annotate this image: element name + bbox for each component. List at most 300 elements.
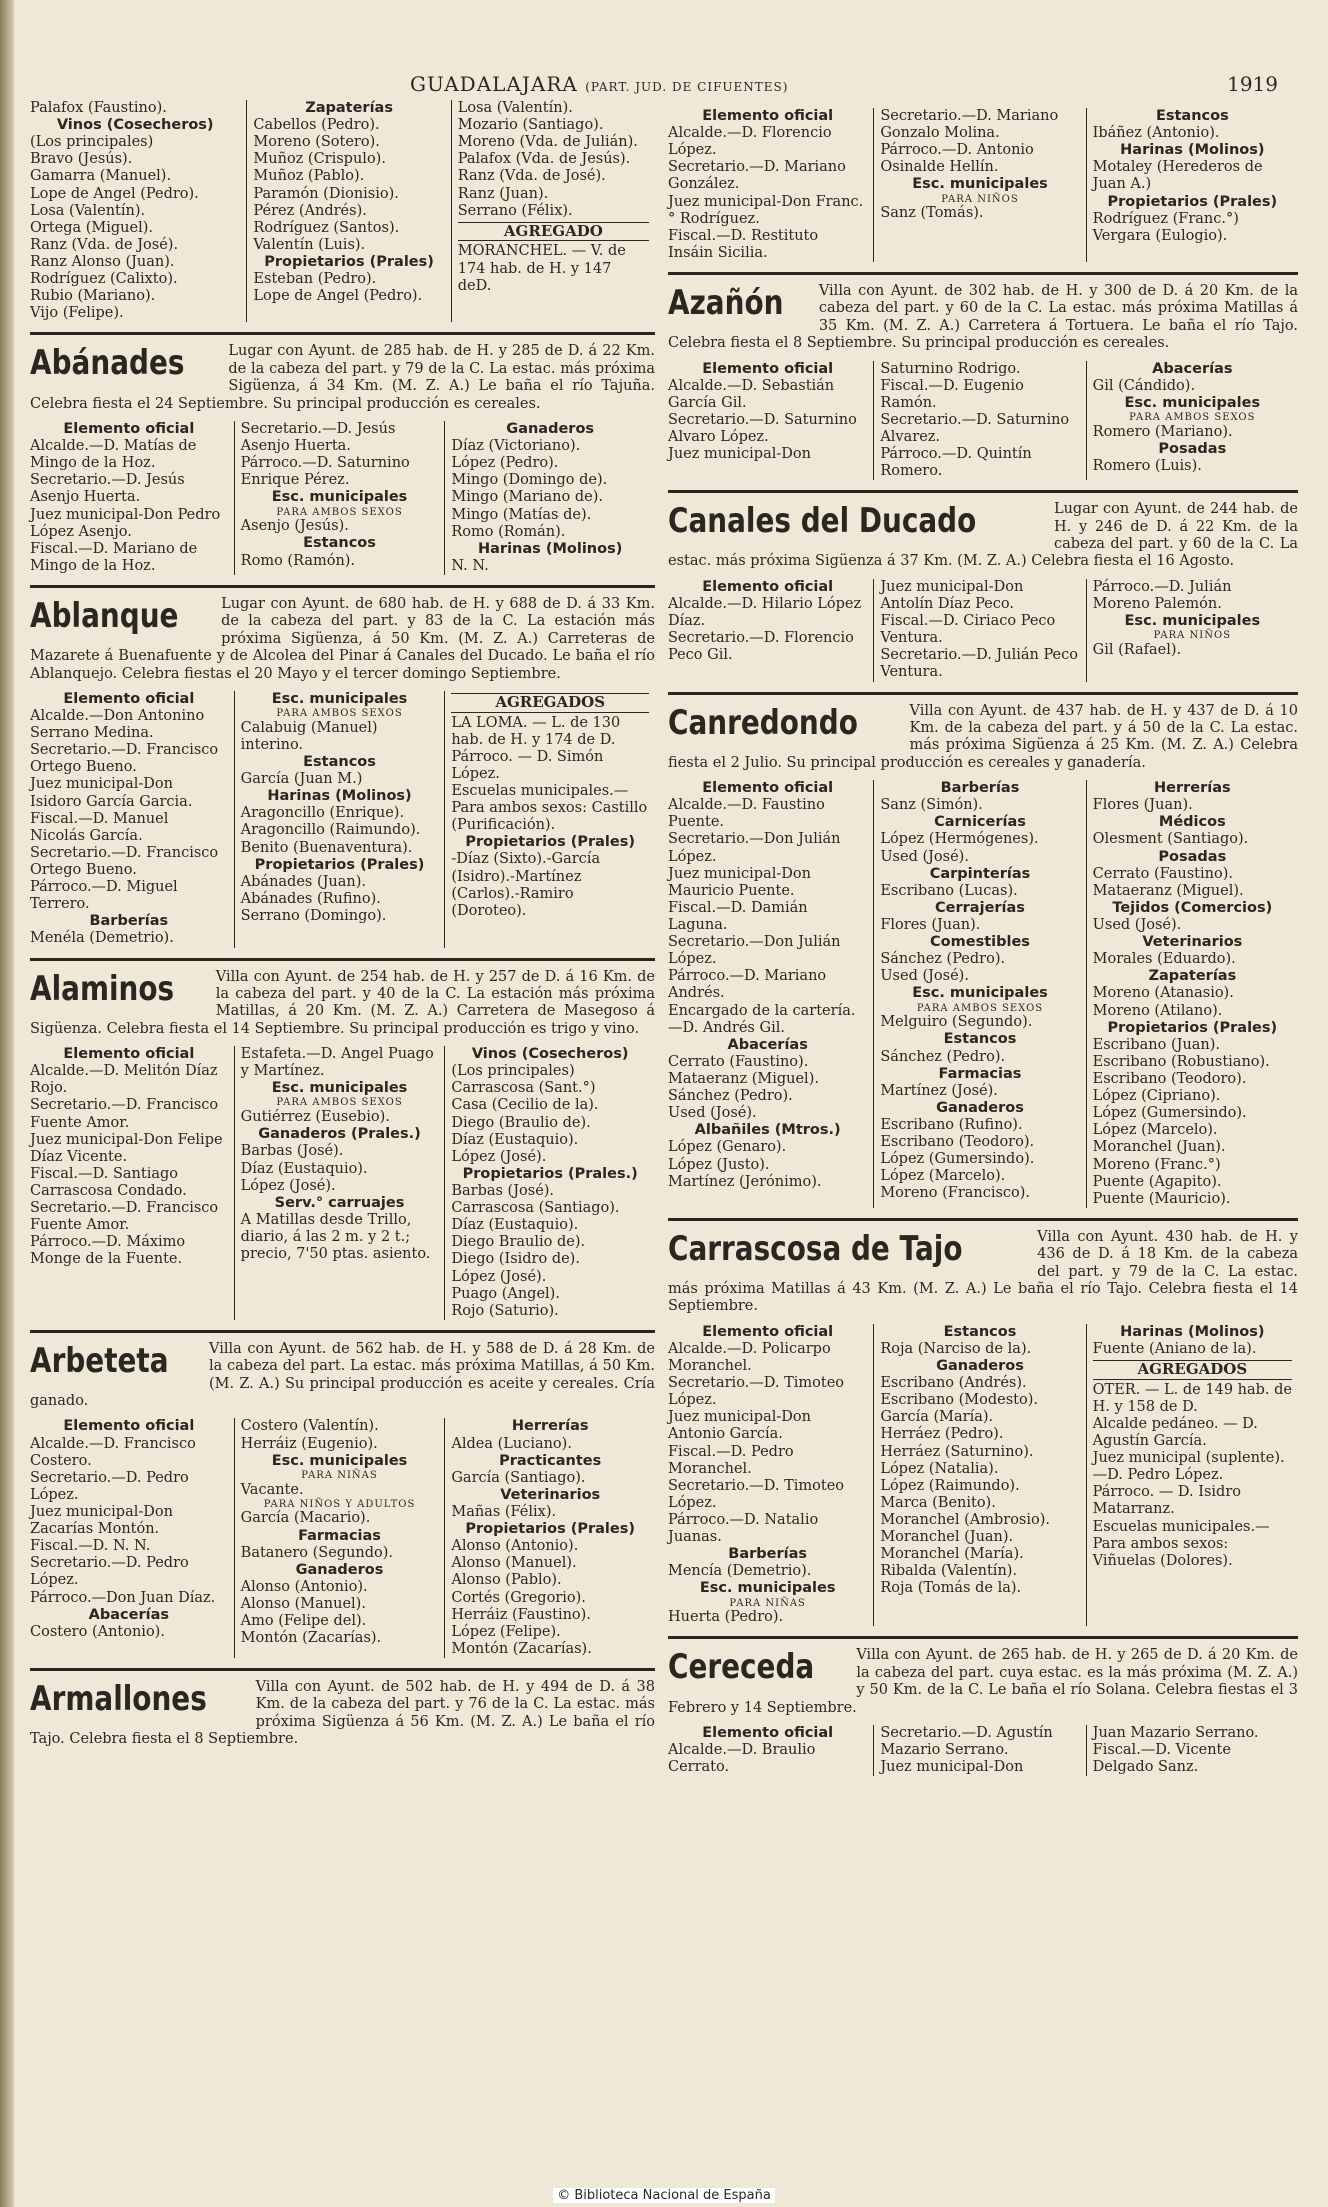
section-heading: Estancos — [303, 535, 376, 552]
list-item: Secretario.—D. Timoteo López. — [668, 1477, 845, 1511]
list-item: Escribano (Teodoro). — [1092, 1070, 1247, 1087]
divider — [30, 958, 655, 961]
list-item: Secretario.—D. Pedro López. — [30, 1555, 189, 1589]
list-item: Encargado de la cartería.—D. Andrés Gil. — [668, 1002, 856, 1036]
list-item: Romo (Román). — [451, 523, 566, 540]
list-item: Escribano (Andrés). — [880, 1375, 1027, 1392]
entry-column — [444, 421, 655, 575]
list-item: Paramón (Dionisio). — [253, 185, 399, 202]
list-item: Palafox (Vda. de Jesús). — [457, 151, 631, 168]
entry-abanades — [30, 343, 655, 575]
entry-cereceda — [668, 1647, 1298, 1776]
list-item: Mataeranz (Miguel). — [668, 1070, 819, 1087]
list-item: Rubio (Mariano). — [30, 288, 156, 305]
list-item: Escribano (Juan). — [1092, 1036, 1221, 1053]
entry-table — [668, 780, 1298, 1208]
entry-ablanque — [30, 596, 655, 948]
entry-alaminos — [30, 969, 655, 1320]
list-item: Montón (Zacarías). — [240, 1630, 382, 1647]
list-item: García (Santiago). — [451, 1469, 586, 1486]
section-heading: Practicantes — [499, 1452, 602, 1469]
list-item: Moranchel (Juan). — [880, 1529, 1014, 1546]
list-item: Esteban (Pedro). — [253, 271, 377, 288]
list-item: Aldea (Luciano). — [451, 1435, 572, 1452]
town-description: Villa con Ayunt. de 254 hab. de H. y 257 de D. á 16 Km. de la cabeza del part. y 40 de la C. La estación más próxima Matillas, á 20 Km. (M. Z. A.) Carretera de Masegoso á Sigüenza. Celebra fiesta el 14 Septiembre. Su principal producción es trigo y vino. — [30, 968, 655, 1037]
list-item: Mataeranz (Miguel). — [1092, 882, 1244, 899]
entry-carrascosa — [668, 1229, 1298, 1627]
list-item: Ibáñez (Antonio). — [1092, 125, 1220, 142]
section-heading: Esc. municipales — [271, 1452, 408, 1469]
list-item: López (Marcelo). — [1092, 1122, 1218, 1139]
section-heading: Zapaterías — [305, 100, 393, 116]
list-item: Diego (Braulio de). — [451, 1114, 591, 1131]
section-subheading: PARA AMBOS SEXOS — [916, 1002, 1044, 1014]
list-item: Secretario.—Don Julián López. — [668, 934, 841, 968]
section-heading: Elemento oficial — [702, 360, 834, 377]
divider — [668, 490, 1298, 493]
list-item: Sanz (Tomás). — [880, 205, 984, 222]
section-heading: Ganaderos — [936, 1358, 1024, 1374]
section-subheading: PARA AMBOS SEXOS — [1129, 411, 1256, 423]
list-item: Bravo (Jesús). — [30, 151, 133, 168]
list-item: Cabellos (Pedro). — [253, 117, 380, 134]
list-item: Casa (Cecilio de la). — [451, 1097, 599, 1114]
section-heading: Esc. municipales — [271, 489, 408, 506]
entry-column — [668, 1725, 873, 1776]
entry-canales — [668, 501, 1298, 681]
list-item: Puente (Agapito). — [1092, 1173, 1222, 1190]
list-item: Carrascosa (Sant.°) — [451, 1080, 596, 1097]
list-item: López (Marcelo). — [880, 1168, 1006, 1185]
list-item: Fiscal.—D. Eugenio Ramón. — [880, 377, 1024, 411]
entry-column — [668, 1324, 873, 1627]
list-item: Juez municipal-Don Antolín Díaz Peco. — [880, 578, 1024, 612]
list-item: Alcalde.—Don Antonino Serrano Medina. — [30, 708, 205, 742]
entry-column — [234, 691, 445, 948]
entry-column — [668, 579, 873, 682]
list-item: Fiscal.—D. Pedro Moranchel. — [668, 1443, 794, 1477]
section-heading: Tejidos (Comercios) — [1112, 899, 1273, 916]
entry-column — [444, 1046, 655, 1320]
entry-column — [873, 780, 1085, 1208]
list-item: López (José). — [451, 1148, 547, 1165]
list-item: Flores (Juan). — [1092, 797, 1193, 814]
list-item: Secretario.—D. Agustín Mazario Serrano. — [880, 1725, 1053, 1759]
town-name: Ablanque — [30, 595, 179, 636]
list-item: Rodríguez (Calixto). — [30, 271, 178, 288]
town-name: Alaminos — [30, 968, 175, 1009]
section-heading: Esc. municipales — [1124, 613, 1261, 630]
list-item: Muñoz (Crispulo). — [253, 151, 386, 168]
list-item: Fiscal.—D. Manuel Nicolás García. — [30, 810, 169, 844]
list-item: Saturnino Rodrigo. — [880, 360, 1021, 377]
list-item: Juez municipal-Don Felipe Díaz Vicente. — [30, 1131, 223, 1165]
section-heading: Elemento oficial — [702, 1725, 834, 1741]
list-item: Gil (Rafael). — [1092, 642, 1182, 658]
list-item: García (Macario). — [240, 1510, 371, 1527]
entry-column — [30, 1046, 234, 1320]
entry-column — [234, 1418, 445, 1658]
list-item: Moreno (Sotero). — [253, 134, 380, 151]
entry-column — [873, 361, 1085, 481]
list — [458, 100, 649, 220]
section-heading: Elemento oficial — [702, 108, 834, 124]
list-item: López (José). — [240, 1177, 336, 1194]
list-item: Escribano (Robustiano). — [1092, 1053, 1270, 1070]
list-item: Escribano (Modesto). — [880, 1392, 1039, 1409]
town-description: Lugar con Ayunt. de 244 hab. de H. y 246 de D. á 22 Km. de la cabeza del part. y 60 de la C. La estac. más próxima Sigüenza á 37 Km. (M. Z. A.) Celebra fiesta el 16 Agosto. — [668, 501, 1298, 570]
section-heading: Propietarios (Prales) — [1107, 193, 1278, 210]
list-item: Alonso (Manuel). — [240, 1596, 366, 1613]
list-item: Párroco.—D. Quintín Romero. — [880, 446, 1032, 480]
list-item: Díaz (Eustaquio). — [240, 1160, 368, 1177]
list-item: Moranchel (Ambrosio). — [880, 1511, 1051, 1528]
section-heading: Vinos (Cosecheros) — [471, 1046, 629, 1063]
list-item: Fiscal.—D. Ciriaco Peco Ventura. — [880, 613, 1056, 647]
section-heading: Albañiles (Mtros.) — [694, 1122, 841, 1139]
list-item: Escuelas municipales.—Para ambos sexos: Castillo (Purificación). — [451, 783, 648, 834]
list-item: Herráez (Pedro). — [880, 1426, 1004, 1443]
list-item: Párroco.—D. Mariano Andrés. — [668, 968, 827, 1002]
list-item: Moreno (Franc.°) — [1092, 1156, 1221, 1173]
list — [253, 117, 444, 254]
list-item: Used (José). — [1092, 916, 1182, 933]
list-item: Sánchez (Pedro). — [880, 951, 1006, 968]
entry-column — [873, 1725, 1085, 1776]
section-heading: Zapaterías — [1148, 968, 1237, 985]
section-heading: Abacerías — [1152, 360, 1233, 377]
section-heading: Estancos — [943, 1031, 1017, 1048]
list-item: Ortega (Miguel). — [30, 219, 154, 236]
list-item: Escribano (Lucas). — [880, 882, 1018, 899]
list-item: López (Natalia). — [880, 1460, 999, 1477]
list-item: Juez municipal-Don Zacarías Montón. — [30, 1503, 173, 1538]
list-item: Moreno (Atilano). — [1092, 1002, 1223, 1019]
entry-column — [668, 361, 873, 481]
list-item: Ranz Alonso (Juan). — [30, 253, 175, 270]
list-item: Fiscal.—D. Mariano de Mingo de la Hoz. — [30, 540, 198, 574]
list-item: Díaz (Victoriano). — [451, 438, 581, 455]
section-heading: Comestibles — [930, 934, 1030, 951]
list-item: Costero (Valentín). — [240, 1418, 379, 1435]
list-item: Juez municipal-Don — [668, 446, 811, 463]
list-item: Barbas (José). — [451, 1183, 555, 1199]
list-item: Alcalde.—D. Policarpo Moranchel. — [668, 1340, 831, 1374]
section-heading: Esc. municipales — [271, 1080, 408, 1097]
list — [253, 271, 444, 305]
list-item: Secretario.—D. Mariano Gonzalo Molina. — [880, 108, 1059, 142]
list-item: Ranz (Vda. de José). — [457, 168, 606, 185]
list-item: Asenjo (Jesús). — [240, 518, 349, 535]
list-item: López (Hermógenes). — [880, 831, 1039, 848]
list-item: Used (José). — [880, 968, 969, 985]
town-description: Lugar con Ayunt. de 285 hab. de H. y 285 de D. á 22 Km. de la cabeza del part. y 79 de la C. La estac. más próxima Sigüenza, á 34 Km. (M. Z. A.) Le baña el río Tajuña. Celebra fiesta el 24 Septiembre. Su principal producción es cereales. — [30, 343, 655, 412]
section-heading: Vinos (Cosecheros) — [56, 117, 214, 134]
list-item: Alcalde.—D. Francisco Costero. — [30, 1435, 196, 1469]
list-item: Ribalda (Valentín). — [880, 1563, 1018, 1580]
list-item: Párroco.—D. Saturnino Enrique Pérez. — [240, 455, 410, 489]
list-item: Vacante. — [240, 1481, 304, 1498]
entry-column — [1086, 1725, 1298, 1776]
entry-table — [30, 1046, 655, 1320]
list-item: López (Justo). — [668, 1156, 770, 1173]
section-heading: Ganaderos — [936, 1099, 1024, 1116]
list-item: Costero (Antonio). — [30, 1623, 165, 1640]
list-item: Romero (Luis). — [1092, 457, 1202, 474]
section-subheading: PARA NIÑAS — [729, 1597, 806, 1609]
divider — [30, 1668, 655, 1671]
list-item: López (Raimundo). — [880, 1477, 1020, 1494]
list-item: Sánchez (Pedro). — [880, 1048, 1006, 1065]
divider — [30, 1330, 655, 1333]
section-heading: Barberías — [89, 913, 169, 930]
page-number: 1919 — [1227, 72, 1278, 96]
list-item: Flores (Juan). — [880, 916, 981, 933]
list-item: Moranchel (María). — [880, 1546, 1024, 1563]
list-item: Cerrato (Faustino). — [668, 1053, 809, 1070]
entry-continuation — [668, 108, 1298, 262]
list-item: Puago (Angel). — [451, 1285, 560, 1302]
section-subheading: PARA AMBOS SEXOS — [276, 708, 403, 720]
section-heading: Harinas (Molinos) — [478, 540, 623, 557]
town-description: Villa con Ayunt. 430 hab. de H. y 436 de D. á 18 Km. de la cabeza del part. y 79 de la C. La estac. más próxima Matillas á 43 Km. (M. Z. A.) Le baña el río Tajo. Celebra fiesta el 14 Septiembre. — [668, 1228, 1298, 1315]
list-item: Párroco.—D. Máximo Monge de la Fuente. — [30, 1234, 186, 1268]
divider — [668, 1218, 1298, 1221]
entry-column — [30, 691, 234, 948]
list-item: López (Cipriano). — [1092, 1088, 1221, 1105]
entry-table — [30, 691, 655, 948]
list-item: Amo (Felipe del). — [240, 1613, 367, 1630]
section-heading: Harinas (Molinos) — [1120, 142, 1265, 159]
list-item: Morales (Eduardo). — [1092, 951, 1236, 968]
list-item: Secretario.—D. Francisco Fuente Amor. — [30, 1200, 219, 1234]
town-name: Canredondo — [668, 702, 858, 743]
list-item: Ranz (Vda. de José). — [30, 236, 179, 253]
list-item: García (María). — [880, 1409, 994, 1426]
list-item: Secretario.—D. Mariano González. — [668, 159, 846, 193]
list-item: Secretario.—D. Saturnino Alvaro López. — [668, 411, 857, 445]
list-item: Fiscal.—D. Restituto Insáin Sicilia. — [668, 227, 819, 261]
divider — [668, 692, 1298, 695]
list-item: Alcalde.—D. Faustino Puente. — [668, 797, 825, 831]
book-spine — [0, 0, 14, 2207]
divider — [668, 272, 1298, 275]
section-heading: Elemento oficial — [63, 420, 195, 437]
divider — [30, 585, 655, 588]
section-heading: Elemento oficial — [702, 780, 834, 797]
section-heading: Cerrajerías — [935, 899, 1025, 916]
list-item: Muñoz (Pablo). — [253, 168, 365, 185]
list-item: Secretario.—D. Francisco Fuente Amor. — [30, 1097, 219, 1131]
section-heading: Ganaderos (Prales.) — [258, 1126, 421, 1143]
entry-column — [873, 579, 1085, 682]
list-item: Párroco.—D. Antonio Osinalde Hellín. — [880, 142, 1034, 176]
section-heading: Propietarios (Prales) — [264, 253, 434, 270]
list-item: Batanero (Segundo). — [240, 1544, 394, 1561]
list-item: Alonso (Pablo). — [451, 1572, 562, 1589]
entry-table — [668, 1725, 1298, 1776]
divider — [668, 1636, 1298, 1639]
section-heading: Esc. municipales — [271, 690, 408, 707]
list-item: Roja (Tomás de la). — [880, 1580, 1022, 1597]
list-item: García (Juan M.) — [240, 771, 363, 788]
entry-column — [30, 1418, 234, 1658]
list-item: Juez municipal-Don Franc.° Rodríguez. — [668, 193, 864, 227]
list-item: Alonso (Manuel). — [451, 1555, 577, 1572]
list-item: Sánchez (Pedro). — [668, 1088, 793, 1105]
entry-table — [30, 1418, 655, 1658]
town-name: Canales del Ducado — [668, 501, 977, 542]
entry-column — [444, 1418, 655, 1658]
section-heading: AGREGADOS — [451, 693, 649, 713]
entry-column — [234, 421, 445, 575]
section-subheading: PARA NIÑAS — [301, 1469, 378, 1481]
list-item: Secretario.—D. Florencio Peco Gil. — [668, 630, 854, 664]
list-item: Gil (Cándido). — [1092, 377, 1196, 394]
list-item: (Los principales) — [451, 1063, 575, 1080]
list-item: Secretario.—D. Pedro López. — [30, 1469, 189, 1503]
list-item: Martínez (Jerónimo). — [668, 1173, 822, 1190]
section-subheading: PARA NIÑOS Y ADULTOS — [263, 1498, 416, 1510]
entry-table — [668, 361, 1298, 481]
list-item: Romo (Ramón). — [240, 552, 356, 569]
list-item: Juez municipal (suplente).—D. Pedro López. — [1092, 1450, 1285, 1484]
list-item: Puente (Mauricio). — [1092, 1190, 1231, 1207]
section-heading: Propietarios (Prales) — [254, 856, 425, 873]
list-item: Herráez (Saturnino). — [880, 1443, 1034, 1460]
section-heading: Esc. municipales — [1124, 394, 1261, 411]
list-item: Alonso (Antonio). — [451, 1538, 579, 1555]
list-item: N. N. — [451, 557, 489, 574]
continuation-block — [30, 100, 655, 322]
list-item: Mozario (Santiago). — [457, 117, 604, 134]
list-item: Vijo (Felipe). — [30, 305, 124, 322]
section-heading: Veterinarios — [500, 1486, 601, 1503]
section-subheading: PARA AMBOS SEXOS — [276, 1097, 403, 1109]
list-item: Diego Braulio de). — [451, 1234, 586, 1251]
entry-column — [234, 1046, 445, 1320]
list-item: Escribano (Rufino). — [880, 1116, 1023, 1133]
list-item: Párroco.—D. Natalio Juanas. — [668, 1511, 819, 1546]
entry-column — [668, 108, 873, 262]
list-item: Montón (Zacarías). — [451, 1640, 592, 1657]
list-item: Moreno (Vda. de Julián). — [457, 134, 638, 151]
list-item: Cerrato (Faustino). — [1092, 865, 1233, 882]
section-heading: Barberías — [940, 780, 1020, 797]
list-item: Fiscal.—D. N. N. — [30, 1538, 151, 1555]
left-column — [30, 100, 655, 1757]
section-heading: Carnicerías — [934, 814, 1026, 831]
list-item: Moreno (Francisco). — [880, 1185, 1031, 1202]
list-item: López (Felipe). — [451, 1623, 561, 1640]
list-item: Secretario.—D. Julián Peco Ventura. — [880, 647, 1078, 681]
entry-table — [668, 1324, 1298, 1627]
list-item: Mingo (Domingo de). — [451, 472, 608, 489]
list-item: Alcalde pedáneo. — D. Agustín García. — [1092, 1415, 1258, 1450]
list-item: Fiscal.—D. Santiago Carrascosa Condado. — [30, 1165, 187, 1199]
section-heading: Esc. municipales — [699, 1580, 836, 1597]
entry-column — [444, 691, 655, 948]
section-heading: Médicos — [1158, 814, 1226, 831]
list-item: Secretario.—D. Jesús Asenjo Huerta. — [30, 472, 185, 506]
list-item: Herráiz (Faustino). — [451, 1606, 591, 1623]
town-name: Arbeteta — [30, 1340, 169, 1381]
list-item: Martínez (José). — [880, 1082, 998, 1099]
list-item: Herráiz (Eugenio). — [240, 1435, 378, 1452]
list-item: Menéla (Demetrio). — [30, 930, 174, 947]
town-name: Azañón — [668, 282, 784, 323]
section-heading: Serv.° carruajes — [274, 1194, 405, 1211]
list-item: Fiscal.—D. Vicente Delgado Sanz. — [1092, 1742, 1231, 1776]
list — [30, 100, 246, 322]
section-heading: Abacerías — [727, 1036, 808, 1053]
entry-canredondo — [668, 703, 1298, 1208]
list-item: Juan Mazario Serrano. — [1092, 1725, 1259, 1741]
list-item: Olesment (Santiago). — [1092, 831, 1249, 848]
section-heading: Herrerías — [1153, 780, 1231, 797]
list-item: Párroco. — D. Isidro Matarranz. — [1092, 1484, 1241, 1518]
list-item: Párroco. — D. Simón López. — [451, 748, 604, 782]
list-item: OTER. — L. de 149 hab. de H. y 158 de D. — [1092, 1381, 1292, 1415]
section-heading: Elemento oficial — [63, 690, 195, 707]
running-head: GUADALAJARA (PART. JUD. DE CIFUENTES) — [410, 72, 789, 96]
list-item: Secretario.—D. Saturnino Alvarez. — [880, 411, 1070, 445]
list-item: Fuente (Aniano de la). — [1092, 1340, 1257, 1357]
list-item: A Matillas desde Trillo, diario, á las 2 m. y 2 t.; precio, 7'50 ptas. asiento. — [240, 1211, 431, 1263]
right-column — [668, 100, 1298, 1784]
town-name: Armallones — [30, 1678, 207, 1719]
town-description: Villa con Ayunt. de 502 hab. de H. y 494 de D. á 38 Km. de la cabeza del part. y 76 de la C. La estac. más próxima Sigüenza á 56 Km. (M. Z. A.) Le baña el río Tajo. Celebra fiesta el 8 Septiembre. — [30, 1678, 655, 1748]
list-item: Melguiro (Segundo). — [880, 1014, 1033, 1031]
list-item: Secretario.—D. Francisco Ortego Bueno. — [30, 844, 219, 879]
section-heading: Estancos — [1155, 108, 1229, 124]
section-subheading: PARA NIÑOS — [941, 193, 1019, 205]
page-header — [40, 68, 1288, 100]
entry-arbeteta — [30, 1341, 655, 1658]
town-description: Villa con Ayunt. de 265 hab. de H. y 265 de D. á 20 Km. de la cabeza del part. cuya estac. es la más próxima (M. Z. A.) y 50 Km. de la C. Le baña el río Solana. Celebra fiestas el 3 Febrero y 14 Septiembre. — [668, 1647, 1298, 1716]
list-item: Benito (Buenaventura). — [240, 839, 413, 856]
list-item: Mingo (Mariano de). — [451, 489, 603, 506]
section-heading: Elemento oficial — [63, 1418, 195, 1435]
list-item: Sanz (Simón). — [880, 797, 983, 814]
list-item: Romero (Mariano). — [1092, 423, 1233, 440]
entry-armallones — [30, 1679, 655, 1749]
section-heading: AGREGADOS — [1093, 1360, 1292, 1380]
list-item: Used (José). — [668, 1105, 757, 1122]
copyright-footer: © Biblioteca Nacional de España — [0, 2188, 1328, 2203]
section-subheading: PARA AMBOS SEXOS — [276, 506, 403, 518]
list-item: Secretario.—D. Francisco Ortego Bueno. — [30, 742, 219, 776]
list-item: Mingo (Matías de). — [451, 506, 592, 523]
list-item: López (Genaro). — [668, 1139, 787, 1156]
section-heading: Esc. municipales — [912, 176, 1048, 193]
list-item: Juez municipal-Don Mauricio Puente. — [668, 865, 811, 899]
section-heading: Carpinterías — [929, 865, 1031, 882]
section-heading: Propietarios (Prales) — [1107, 1019, 1278, 1036]
section-heading: Estancos — [943, 1323, 1017, 1340]
list-item: Huerta (Pedro). — [668, 1609, 784, 1626]
agregado-text: MORANCHEL. — V. de 174 hab. de H. y 147 deD. — [457, 243, 626, 294]
entry-column — [873, 108, 1085, 262]
list-item: LA LOMA. — L. de 130 hab. de H. y 174 de D. — [451, 714, 621, 748]
section-heading: Herrerías — [511, 1418, 589, 1435]
list-item: Used (José). — [880, 848, 969, 865]
section-heading: Veterinarios — [1142, 934, 1243, 951]
list-item: Párroco.—D. Miguel Terrero. — [30, 879, 178, 913]
section-heading: Esc. municipales — [912, 985, 1048, 1002]
list-item: Abánades (Juan). — [240, 873, 367, 890]
list-item: Valentín (Luis). — [253, 236, 366, 253]
